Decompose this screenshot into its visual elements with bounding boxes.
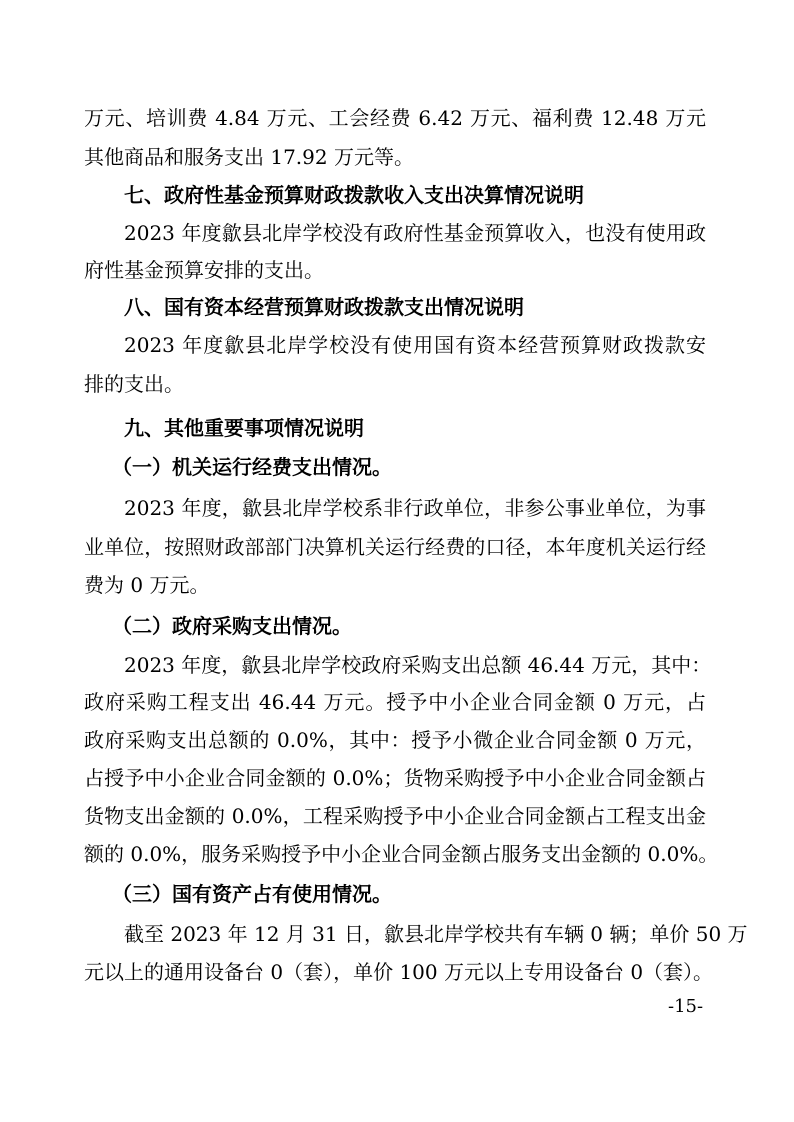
section-heading-9: 九、其他重要事项情况说明: [124, 416, 364, 440]
body-line: 占授予中小企业合同金额的 0.0%；货物采购授予中小企业合同金额占: [84, 766, 706, 790]
body-line: 2023 年度歙县北岸学校没有使用国有资本经营预算财政拨款安: [124, 333, 706, 357]
page-number: -15-: [668, 996, 704, 1017]
subsection-heading-2: （二）政府采购支出情况。: [112, 614, 352, 638]
body-line: 截至 2023 年 12 月 31 日，歙县北岸学校共有车辆 0 辆；单价 50 万: [124, 922, 748, 946]
body-line: 货物支出金额的 0.0%，工程采购授予中小企业合同金额占工程支出金: [84, 804, 706, 828]
body-line: 额的 0.0%，服务采购授予中小企业合同金额占服务支出金额的 0.0%。: [84, 842, 719, 866]
body-line: 2023 年度，歙县北岸学校系非行政单位，非参公事业单位，为事: [124, 496, 706, 520]
subsection-heading-1: （一）机关运行经费支出情况。: [112, 455, 392, 479]
body-line: 政府采购支出总额的 0.0%，其中：授予小微企业合同金额 0 万元，: [84, 728, 706, 752]
section-heading-7: 七、政府性基金预算财政拨款收入支出决算情况说明: [124, 183, 584, 207]
body-line: 费为 0 万元。: [84, 573, 210, 597]
section-heading-8: 八、国有资本经营预算财政拨款支出情况说明: [124, 295, 524, 319]
body-line: 元以上的通用设备台 0（套），单价 100 万元以上专用设备台 0（套）。: [84, 960, 714, 984]
body-line: 2023 年度，歙县北岸学校政府采购支出总额 46.44 万元，其中：: [124, 653, 712, 677]
body-line: 业单位，按照财政部部门决算机关运行经费的口径，本年度机关运行经: [84, 535, 706, 559]
body-line: 2023 年度歙县北岸学校没有政府性基金预算收入，也没有使用政: [124, 221, 706, 245]
body-line: 其他商品和服务支出 17.92 万元等。: [84, 145, 414, 169]
subsection-heading-3: （三）国有资产占有使用情况。: [112, 882, 392, 906]
body-line: 府性基金预算安排的支出。: [84, 258, 324, 282]
body-line: 排的支出。: [84, 372, 184, 396]
body-line: 万元、培训费 4.84 万元、工会经费 6.42 万元、福利费 12.48 万元: [84, 106, 706, 130]
body-line: 政府采购工程支出 46.44 万元。授予中小企业合同金额 0 万元，占: [84, 690, 706, 714]
